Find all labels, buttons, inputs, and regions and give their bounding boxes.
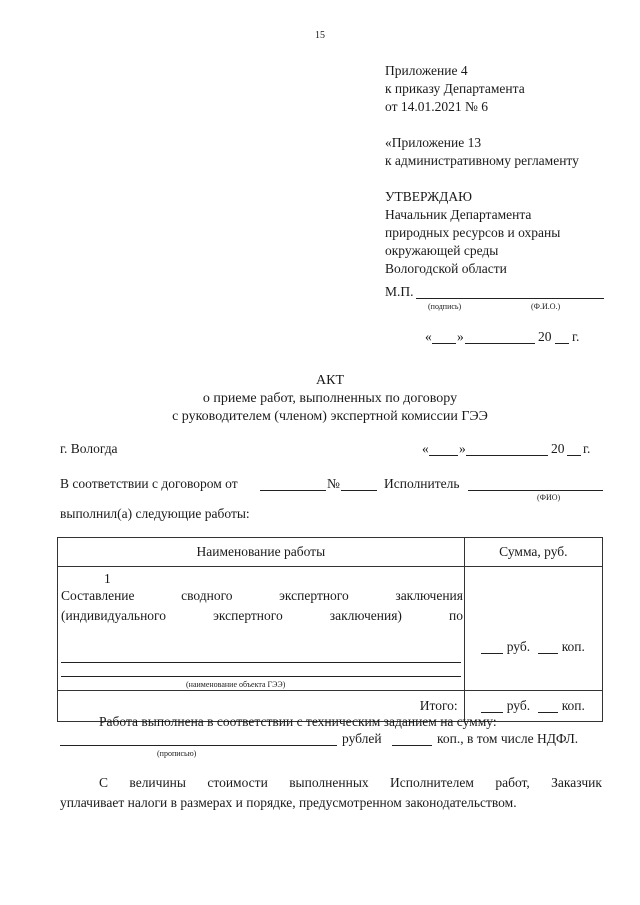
works-done-label: выполнил(а) следующие работы: xyxy=(60,506,250,521)
approve-year-prefix: 20 xyxy=(538,329,552,344)
rub-line xyxy=(481,653,503,654)
annex13-regulation: к административному регламенту xyxy=(385,153,579,168)
amount-kop-line xyxy=(392,745,432,746)
words-hint: (прописью) xyxy=(157,749,197,758)
signature-line xyxy=(416,298,604,299)
work-word: Составление xyxy=(61,588,135,603)
act-title-block xyxy=(0,372,640,426)
approve-month-line xyxy=(465,343,535,344)
work-line-2 xyxy=(61,608,463,624)
page-number: 15 xyxy=(315,30,325,41)
work-word: экспертного xyxy=(213,608,283,623)
approve-date-mid: » xyxy=(457,329,464,344)
act-month-line xyxy=(466,455,548,456)
object-line-1 xyxy=(61,662,461,663)
act-year-prefix: 20 xyxy=(551,441,565,456)
approve-year-line xyxy=(555,343,569,344)
approve-day-line xyxy=(432,343,456,344)
contract-date-line xyxy=(260,490,326,491)
rub-label: руб. xyxy=(506,639,531,654)
contract-number-label: № xyxy=(327,476,340,491)
header-work-name: Наименование работы xyxy=(58,538,465,567)
fio-hint: (Ф.И.О.) xyxy=(531,302,561,311)
act-year-line xyxy=(567,455,581,456)
work-word: заключения) xyxy=(329,608,402,623)
act-title: АКТ xyxy=(316,373,344,388)
annex-header xyxy=(385,62,579,278)
taxes-line-2: уплачивает налоги в размерах и порядке, предусмотренном законодательством. xyxy=(60,795,517,810)
approver-position-2: природных ресурсов и охраны xyxy=(385,225,561,240)
work-description-cell xyxy=(58,567,465,691)
executor-fio-hint: (ФИО) xyxy=(537,493,561,502)
work-word: по xyxy=(449,608,463,623)
act-day-line xyxy=(429,455,458,456)
kop-label: коп. xyxy=(561,639,585,654)
header-sum: Сумма, руб. xyxy=(464,538,602,567)
object-line-2 xyxy=(61,676,461,677)
act-date-open: « xyxy=(422,441,429,456)
taxes-word: стоимости xyxy=(207,775,268,790)
annex-title: Приложение 4 xyxy=(385,63,468,78)
rubles-label: рублей xyxy=(342,731,382,746)
amount-words-line xyxy=(60,745,337,746)
act-year-suffix: г. xyxy=(583,441,591,456)
act-date-mid: » xyxy=(459,441,466,456)
object-name-hint: (наименование объекта ГЭЭ) xyxy=(186,680,286,689)
taxes-word: выполненных xyxy=(289,775,369,790)
work-word: сводного xyxy=(181,588,233,603)
taxes-word: Заказчик xyxy=(551,775,602,790)
executor-line xyxy=(468,490,603,491)
contract-number-line xyxy=(341,490,377,491)
approve-date-open: « xyxy=(425,329,432,344)
table-row xyxy=(58,567,603,691)
work-word: (индивидуального xyxy=(61,608,167,623)
act-subtitle-1: о приеме работ, выполненных по договору xyxy=(202,391,458,406)
taxes-word: работ, xyxy=(495,775,530,790)
work-line-1 xyxy=(61,588,463,604)
work-sum-cell xyxy=(464,567,602,691)
annex-order-ref: к приказу Департамента xyxy=(385,81,525,96)
total-rub-line xyxy=(481,712,503,713)
annex-order-date: от 14.01.2021 № 6 xyxy=(385,99,488,114)
executor-label: Исполнитель xyxy=(384,476,460,491)
table-header-row xyxy=(58,538,603,567)
taxes-word: величины xyxy=(129,775,186,790)
contract-prefix: В соответствии с договором от xyxy=(60,476,238,491)
work-word: экспертного xyxy=(279,588,349,603)
kop-line xyxy=(538,653,558,654)
row-number: 1 xyxy=(104,571,111,586)
work-word: заключения xyxy=(395,588,463,603)
taxes-line-1 xyxy=(99,775,602,791)
total-kop-line xyxy=(538,712,558,713)
annex13-title: «Приложение 13 xyxy=(385,135,482,150)
act-subtitle-2: с руководителем (членом) экспертной комиссии ГЭЭ xyxy=(172,409,488,424)
stamp-label: М.П. xyxy=(385,284,414,299)
approve-year-suffix: г. xyxy=(572,329,580,344)
kop-ndfl-label: коп., в том числе НДФЛ. xyxy=(437,731,579,746)
taxes-word: Исполнителем xyxy=(390,775,474,790)
approver-position-4: Вологодской области xyxy=(385,261,507,276)
taxes-word: С xyxy=(99,775,109,790)
works-table xyxy=(57,537,603,722)
total-label: Итого: xyxy=(419,698,458,713)
total-rub-label: руб. xyxy=(506,698,531,713)
approver-position-3: окружающей среды xyxy=(385,243,499,258)
city: г. Вологда xyxy=(60,441,118,456)
total-kop-label: коп. xyxy=(561,698,585,713)
approve-label: УТВЕРЖДАЮ xyxy=(385,189,473,204)
approver-position-1: Начальник Департамента xyxy=(385,207,532,222)
summary-line-1: Работа выполнена в соответствии с техническим заданием на сумму: xyxy=(99,714,497,729)
signature-hint: (подпись) xyxy=(428,302,462,311)
